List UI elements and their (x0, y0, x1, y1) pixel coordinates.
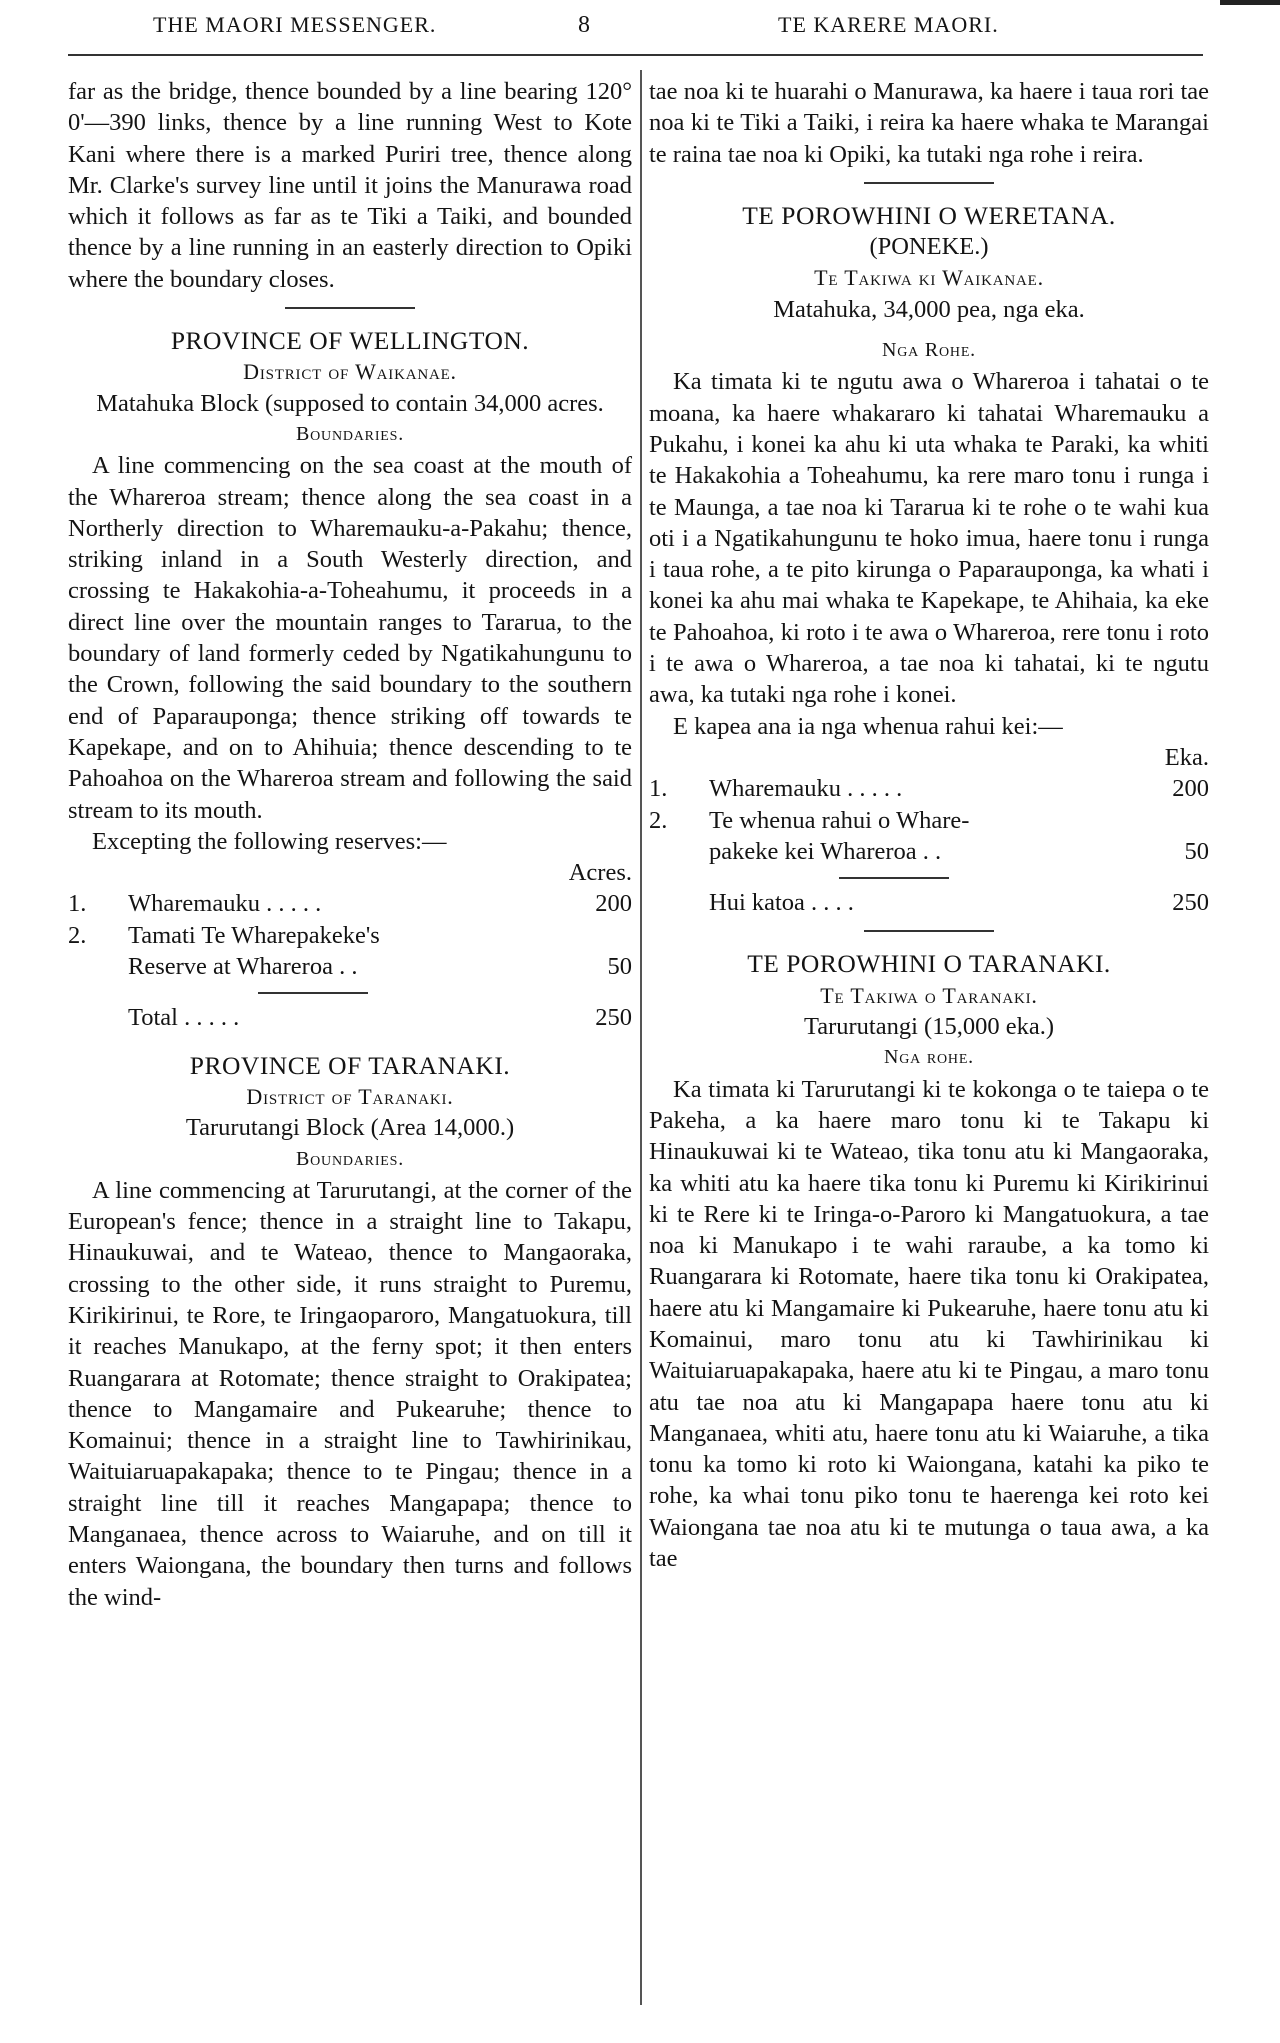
boundary-description: Ka timata ki Tarurutangi ki te kokonga o te taiepa o te Pakeha, a ka haere maro tonu ki te Takapu ki Hinaukuwai ki te Wateao, tika tonu atu ki Mangaoraka, ka whiti atu ka haere tika tonu ki Puremu ki Kirikirinui ki te Rere ki te Iringa-o-Paroro ki Mangatuokura, a tae noa ki Manukapo i te wahi raraube, a ka tomo ki Ruangarara ki Rotomate, haere tika tonu ki Orakipatea, haere atu ki Mangamaire ki Pukearuhe, haere tonu atu ki Komainui, maro tonu atu ki Tawhirinikau ki Waituiaruapakapaka, haere atu ki te Pingau, a maro tonu atu tae noa atu ki Mangapapa haere tonu atu ki Manganaea, whiti atu, haere tonu atu ki Waiaruhe, a tika tonu ka tomo ki roto ki Waiongana, katahi ka piko te rohe, ka whai tonu piko tonu te haerenga kei roto kei Waiongana tae noa atu ki te mutunga o taua awa, a ka tae (649, 1075, 1209, 1573)
district-heading: Te Takiwa ki Waikanae. (814, 265, 1044, 291)
reserve-name: Te whenua rahui o Whare- (709, 806, 970, 834)
province-heading: PROVINCE OF TARANAKI. (189, 1050, 511, 1080)
block-heading: Matahuka Block (supposed to contain 34,000 acres. (96, 389, 604, 417)
unit-label: Eka. (1164, 743, 1209, 771)
english-column (68, 76, 632, 1613)
reserve-name-continued: Reserve at Whareroa . . (128, 953, 358, 981)
section-rule (285, 307, 415, 309)
reserve-row-continued (68, 951, 632, 982)
unit-label: Acres. (568, 859, 632, 887)
section-rule (864, 182, 994, 184)
boundary-description: Ka timata ki te ngutu awa o Whareroa i tahatai o te moana, ka haere whakararo ki tahatai Wharemauku a Pukahu, i konei ka ahu ki uta whaka te Paraki, ka whiti te Hakakohia a Toheahumu, ka rere maro tonu i runga i te Maunga, a tae noa ki Tararua ki te rohe o te wahi kua oti i a Ngatikahungunu te hoko imua, haere tonu i runga i taua rohe, a te pito kirunga o Paparauponga, ka whati i konei ka ahu mai whaka te Kapekape, te Ahihaia, ka eke te Pahoahoa, ki roto i te awa o Whareroa, rere tonu i roto i te awa o Whareroa, a tae noa ki tahatai, ki te ngutu awa, ka tutaki nga rohe i konei. (649, 368, 1209, 709)
province-subheading: (PONEKE.) (869, 233, 989, 261)
header-left-title: THE MAORI MESSENGER. (153, 12, 437, 37)
corner-mark (1220, 0, 1280, 5)
total-row (649, 887, 1209, 918)
boundary-description: A line commencing on the sea coast at the mouth of the Whareroa stream; thence along the sea coast in a Northerly direction to Wharemauku-a-Pakahu; thence, striking inland in a South Westerly direction, and crossing te Hakakohia-a-Toheahumu, it proceeds in a direct line over the mountain ranges to Tararua, to the boundary of land formerly ceded by Ngatikahungunu to the Crown, following the said boundary to the southern end of Paparauponga; thence striking off towards te Kapekape, and on to Ahihuia; thence descending to te Pahoahoa on the Whareroa stream and following the said stream to its mouth. (68, 452, 632, 824)
reserve-number: 1. (68, 890, 87, 918)
total-row (68, 1002, 632, 1033)
reserve-row (649, 773, 1209, 804)
unit-label-row (68, 857, 632, 888)
reserve-row-continued (649, 836, 1209, 867)
province-heading: PROVINCE OF WELLINGTON. (170, 326, 530, 356)
reserve-name: Wharemauku . . . . . (128, 890, 322, 918)
reserve-value: 50 (1184, 837, 1209, 865)
reserve-value: 200 (1172, 775, 1209, 803)
district-heading: District of Waikanae. (243, 359, 457, 385)
header-right-title: TE KARERE MAORI. (778, 12, 999, 37)
total-value: 250 (1172, 889, 1209, 917)
section-rule (864, 930, 994, 932)
header-rule (68, 54, 1203, 56)
reserves-intro: Excepting the following reserves:— (92, 827, 447, 855)
unit-label-row (649, 742, 1209, 773)
total-label: Total . . . . . (128, 1004, 240, 1032)
block-heading: Matahuka, 34,000 pea, nga eka. (773, 295, 1085, 323)
page-header (0, 8, 1280, 48)
intro-paragraph: far as the bridge, thence bounded by a line bearing 120° 0'—390 links, thence by a line running West to Kote Kani where there is a marked Puriri tree, thence along Mr. Clarke's survey line until it joins the Manurawa road which it follows as far as te Tiki a Taiki, and bounded thence by a line running in an easterly direction to Opiki where the boundary closes. (68, 78, 632, 293)
reserve-name-continued: pakeke kei Whareroa . . (709, 837, 942, 865)
reserves-intro: E kapea ana ia nga whenua rahui kei:— (673, 712, 1063, 740)
reserve-name: Tamati Te Wharepakeke's (128, 921, 380, 949)
maori-column (649, 76, 1209, 1574)
province-heading: TE POROWHINI O TARANAKI. (747, 949, 1111, 979)
reserve-number: 2. (649, 806, 668, 834)
total-rule (258, 992, 368, 994)
total-label: Hui katoa . . . . (709, 889, 854, 917)
page-number: 8 (578, 12, 591, 38)
total-value: 250 (595, 1004, 632, 1032)
block-heading: Tarurutangi (15,000 eka.) (803, 1013, 1054, 1041)
column-divider (640, 70, 642, 2005)
reserve-row (649, 805, 1209, 836)
reserve-number: 1. (649, 775, 668, 803)
boundary-description: A line commencing at Tarurutangi, at the corner of the European's fence; thence in a straight line to Takapu, Hinaukuwai, and te Wateao, thence to Mangaoraka, crossing to the other side, it runs straight to Puremu, Kirikirinui, te Rore, te Iringaoparoro, Mangatuokura, till it reaches Manukapo, at the ferny spot; it then enters Ruangarara at Rotomate; thence straight to Orakipatea; thence to Mangamaire and Pukearuhe; thence to Komainui; thence in a straight line to Tawhirinikau, Waituiaruapakapaka; thence to te Pingau; thence in a straight line till it reaches Mangapapa; thence to Manganaea, thence across to Waiaruhe, and on till it enters Waiongana, the boundary then turns and follows the wind- (68, 1176, 632, 1611)
block-heading: Tarurutangi Block (Area 14,000.) (185, 1114, 515, 1142)
district-heading: Te Takiwa o Taranaki. (820, 982, 1038, 1008)
boundaries-heading: Boundaries. (295, 1147, 405, 1170)
reserve-value: 50 (607, 953, 632, 981)
boundaries-heading: Nga Rohe. (882, 339, 976, 362)
reserve-value: 200 (595, 890, 632, 918)
intro-paragraph: tae noa ki te huarahi o Manurawa, ka haere i taua rori tae noa ki te Tiki a Taiki, i reira ka haere whaka te Marangai te raina tae noa ki Opiki, ka tutaki nga rohe i reira. (649, 78, 1209, 168)
province-heading: TE POROWHINI O WERETANA. (742, 200, 1116, 230)
reserve-name: Wharemauku . . . . . (709, 775, 903, 803)
boundaries-heading: Boundaries. (295, 422, 405, 445)
district-heading: District of Taranaki. (246, 1083, 454, 1109)
reserve-row (68, 920, 632, 951)
boundaries-heading: Nga rohe. (884, 1046, 974, 1069)
reserve-row (68, 888, 632, 919)
total-rule (839, 877, 949, 879)
reserve-number: 2. (68, 921, 87, 949)
